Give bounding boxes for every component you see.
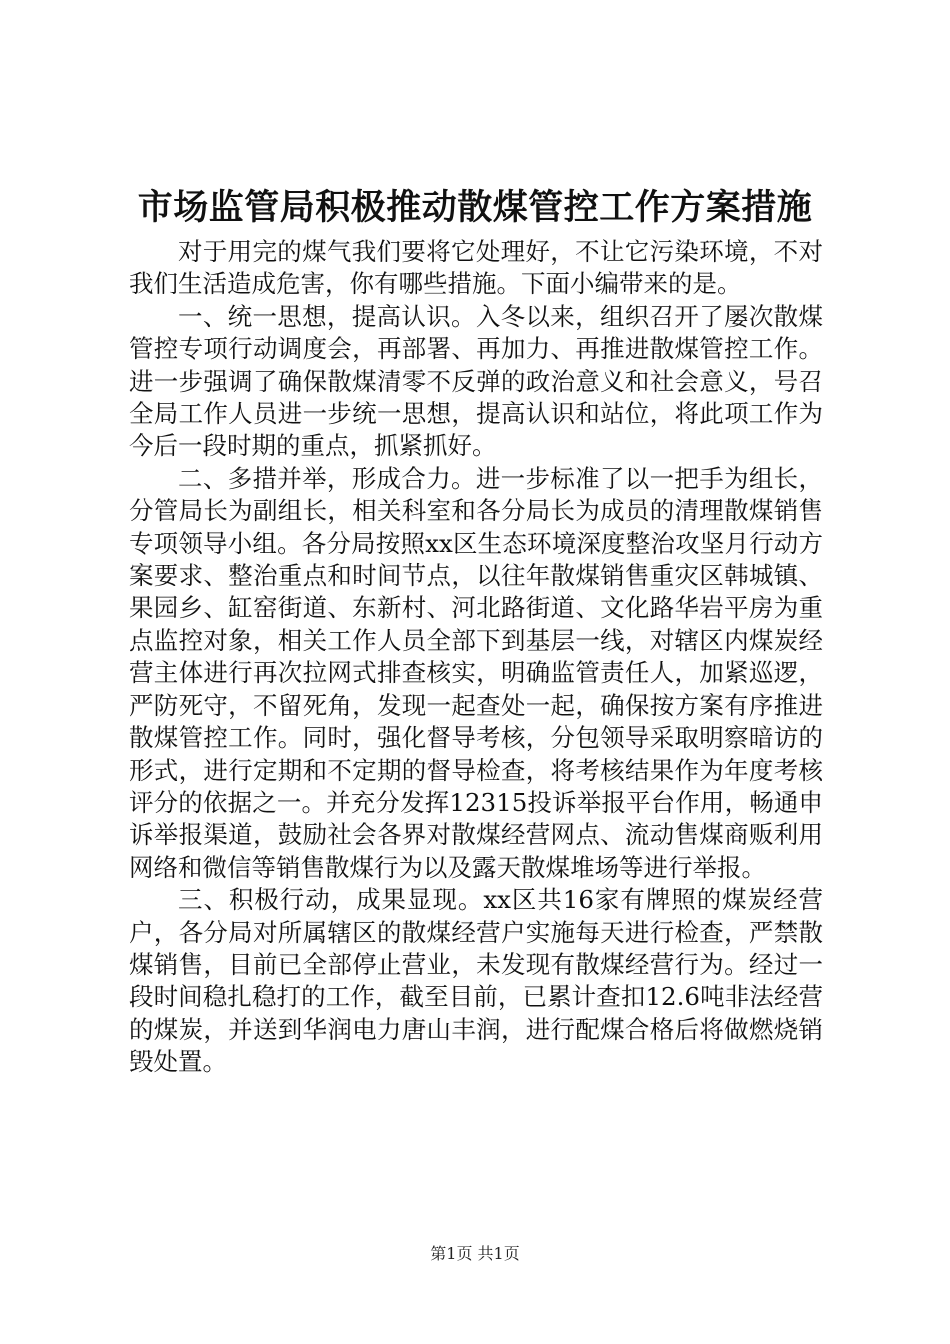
section-three-paragraph: 三、积极行动，成果显现。xx区共16家有牌照的煤炭经营户，各分局对所属辖区的散煤经营户实施每天进行检查，严禁散煤销售，目前已全部停止营业，未发现有散煤经营行为。经过一段时间稳扎稳打的工作，截至目前，已累计查扣12.6吨非法经营的煤炭，并送到华润电力唐山丰润，进行配煤合格后将做燃烧销毁处置。 bbox=[129, 885, 823, 1077]
section-one-paragraph: 一、统一思想，提高认识。入冬以来，组织召开了屡次散煤管控专项行动调度会，再部署、再加力、再推进散煤管控工作。进一步强调了确保散煤清零不反弹的政治意义和社会意义，号召全局工作人员进一步统一思想，提高认识和站位，将此项工作为今后一段时期的重点，抓紧抓好。 bbox=[129, 301, 823, 461]
page-title: 市场监管局积极推动散煤管控工作方案措施 bbox=[137, 187, 813, 228]
section-two-paragraph: 二、多措并举，形成合力。进一步标准了以一把手为组长，分管局长为副组长，相关科室和各分局长为成员的清理散煤销售专项领导小组。各分局按照xx区生态环境深度整治攻坚月行动方案要求、整治重点和时间节点，以往年散煤销售重灾区韩城镇、果园乡、缸窑街道、东新村、河北路街道、文化路华岩平房为重点监控对象，相关工作人员全部下到基层一线，对辖区内煤炭经营主体进行再次拉网式排查核实，明确监管责任人，加紧巡逻，严防死守，不留死角，发现一起查处一起，确保按方案有序推进散煤管控工作。同时，强化督导考核，分包领导采取明察暗访的形式，进行定期和不定期的督导检查，将考核结果作为年度考核评分的依据之一。并充分发挥12315投诉举报平台作用，畅通申诉举报渠道，鼓励社会各界对散煤经营网点、流动售煤商贩利用网络和微信等销售散煤行为以及露天散煤堆场等进行举报。 bbox=[129, 463, 823, 882]
intro-paragraph: 对于用完的煤气我们要将它处理好，不让它污染环境，不对我们生活造成危害，你有哪些措施。下面小编带来的是。 bbox=[129, 237, 823, 299]
page-number-footer: 第1页 共1页 bbox=[430, 1244, 520, 1263]
document-body bbox=[129, 236, 823, 1079]
